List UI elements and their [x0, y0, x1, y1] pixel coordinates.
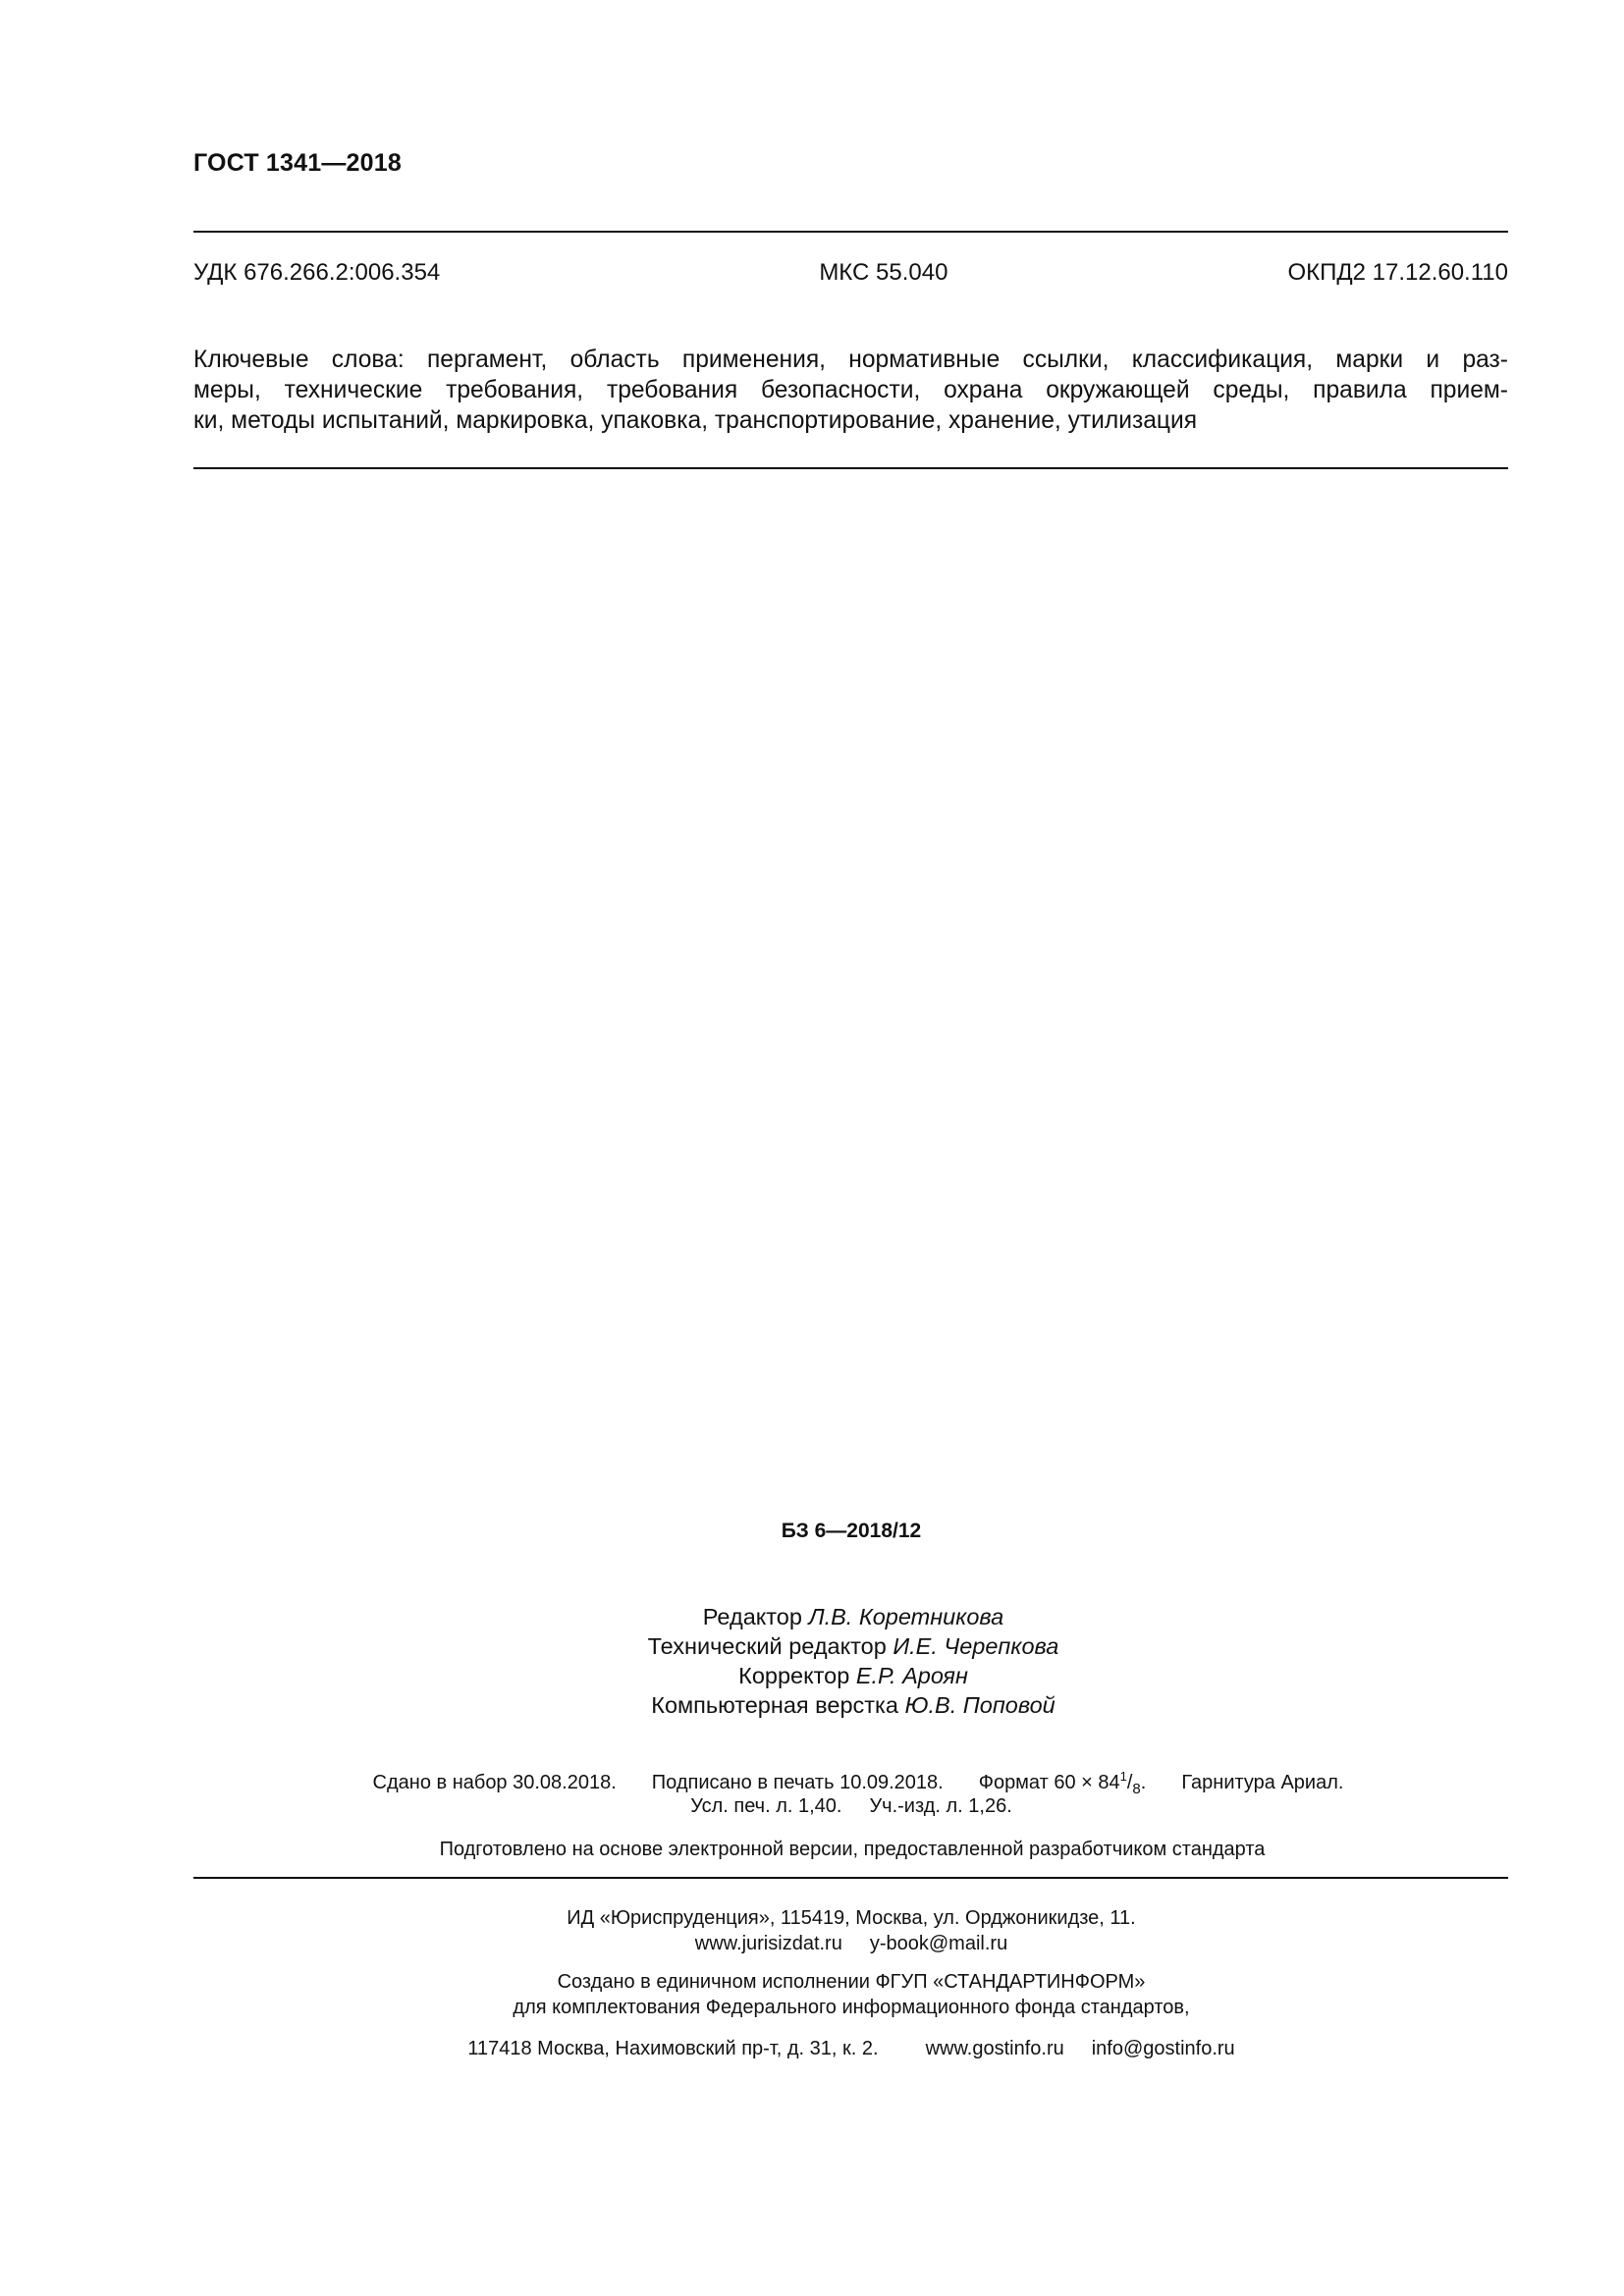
credit-person: Е.Р. Ароян [855, 1663, 968, 1688]
creator-email-link[interactable]: info@gostinfo.ru [1091, 2038, 1235, 2059]
creator-website-link[interactable]: www.gostinfo.ru [925, 2038, 1064, 2059]
creator-contacts [0, 2036, 1624, 2061]
keywords-line: меры, технические требования, требования безопасности, охрана окружающей среды, правила прием- [193, 377, 1508, 403]
credit-layout [0, 1690, 1624, 1720]
publisher-email-link[interactable]: y-book@mail.ru [869, 1933, 1008, 1954]
publisher-website-link[interactable]: www.jurisizdat.ru [694, 1933, 842, 1954]
print-format: Формат $60 \times 84^1/_8$. [978, 1769, 1147, 1797]
mks-code: МКС 55.040 [819, 259, 948, 286]
credit-editor [0, 1602, 1624, 1631]
publisher-block [0, 1905, 1624, 1956]
okpd-code: ОКПД2 17.12.60.110 [1287, 259, 1508, 286]
print-sheets: Усл. печ. л. 1,40. [690, 1795, 842, 1817]
keywords-line: ки, методы испытаний, маркировка, упаковка, транспортирование, хранение, утилизация [193, 407, 1198, 434]
credit-person: Л.В. Коретникова [808, 1604, 1004, 1629]
credit-role: Компьютерная верстка [651, 1692, 898, 1718]
credit-role: Корректор [738, 1663, 850, 1688]
udk-code: УДК 676.266.2:006.354 [193, 259, 441, 286]
credit-role: Редактор [702, 1604, 802, 1629]
keywords-divider [193, 467, 1508, 469]
imprint-line-1 [0, 1769, 1624, 1797]
bz-code: БЗ 6—2018/12 [781, 1520, 922, 1542]
colophon-divider [193, 1877, 1508, 1879]
document-code: ГОСТ 1341—2018 [193, 149, 402, 177]
signed-date: Подписано в печать 10.09.2018. [651, 1772, 944, 1793]
prepared-note: Подготовлено на основе электронной версии, предоставленной разработчиком стандарта [439, 1839, 1266, 1860]
publisher-contacts [0, 1931, 1624, 1956]
creator-address: 117418 Москва, Нахимовский пр-т, д. 31, к. 2. [467, 2038, 879, 2059]
creator-block [0, 1969, 1624, 2061]
publisher-address: ИД «Юриспруденция», 115419, Москва, ул. Орджоникидзе, 11. [567, 1907, 1136, 1929]
credits-block [0, 1602, 1624, 1720]
keywords-paragraph [193, 345, 1508, 436]
keywords-line: Ключевые слова: пергамент, область применения, нормативные ссылки, классификация, марки и раз- [193, 347, 1508, 373]
imprint-line-2 [0, 1795, 1624, 1818]
creator-line-1: Создано в единичном исполнении ФГУП «СТАНДАРТИНФОРМ» [557, 1971, 1146, 1993]
creator-line-2: для комплектования Федерального информационного фонда стандартов, [513, 1997, 1190, 2018]
credit-person: И.Е. Черепкова [893, 1633, 1059, 1659]
typeface: Гарнитура Ариал. [1181, 1772, 1344, 1793]
credit-role: Технический редактор [647, 1633, 887, 1659]
publisher-sheets: Уч.-изд. л. 1,26. [869, 1795, 1012, 1817]
credit-tech-editor [0, 1631, 1624, 1661]
top-divider [193, 231, 1508, 233]
credit-proofreader [0, 1661, 1624, 1690]
credit-person: Ю.В. Поповой [904, 1692, 1056, 1718]
submitted-date: Сдано в набор 30.08.2018. [372, 1772, 617, 1793]
classification-row [193, 259, 1508, 287]
